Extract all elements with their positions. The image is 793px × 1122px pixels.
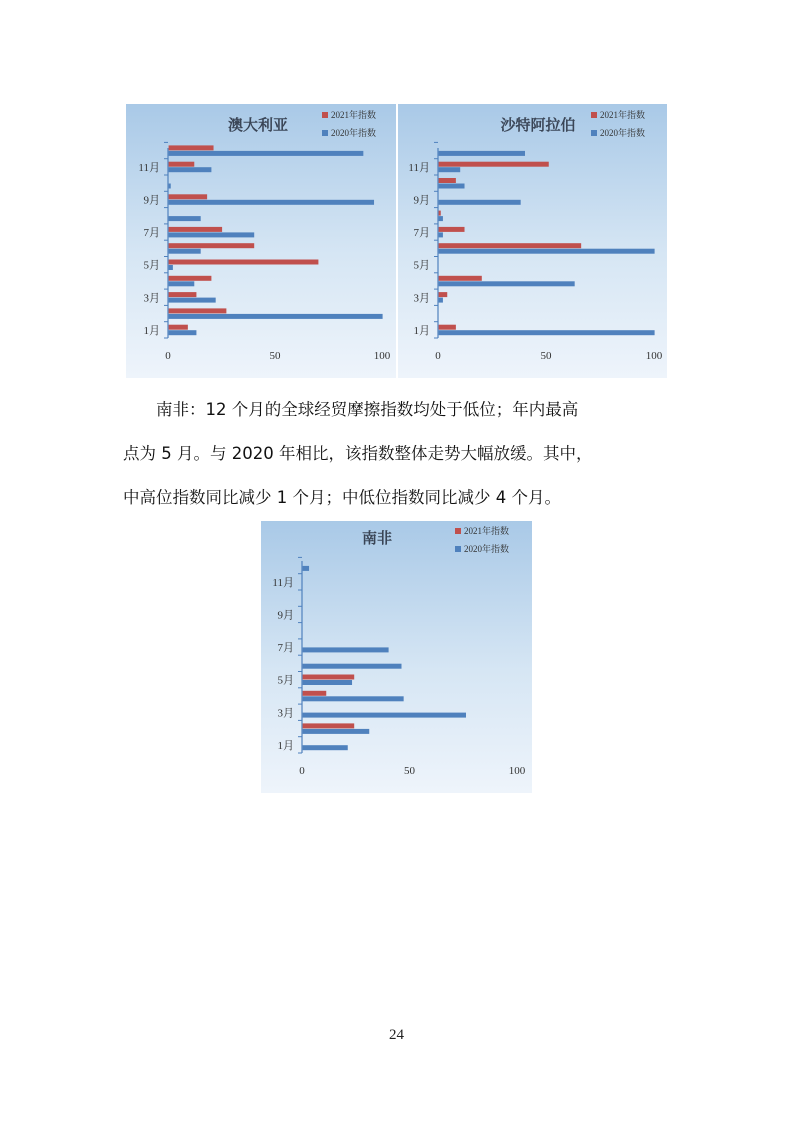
legend-swatch-1 — [591, 130, 597, 136]
x-tick-label: 50 — [269, 350, 281, 362]
bar-2021-month-9 — [169, 194, 208, 199]
bar-2020-month-3 — [439, 298, 443, 303]
paragraph-line-2: 点为 5 月。与 2020 年相比，该指数整体走势大幅放缓。其中， — [123, 444, 593, 463]
bar-2020-month-8 — [439, 216, 443, 221]
bar-2020-month-1 — [303, 745, 348, 750]
y-tick-label: 1月 — [143, 324, 160, 337]
chart-saudi-arabia-svg — [398, 104, 667, 378]
paragraph-line-3: 中高位指数同比减少 1 个月；中低位指数同比减少 4 个月。 — [123, 488, 561, 507]
y-tick-label: 5月 — [143, 259, 160, 272]
bar-2020-month-8 — [169, 216, 201, 221]
bar-2021-month-3 — [169, 292, 197, 297]
bar-2020-month-11 — [439, 167, 461, 172]
bar-2021-month-6 — [439, 243, 582, 248]
y-tick-label: 9月 — [413, 194, 430, 207]
bar-2020-month-7 — [303, 647, 389, 652]
y-tick-label: 5月 — [413, 259, 430, 272]
bar-2020-month-7 — [169, 232, 255, 237]
bar-2020-month-5 — [303, 680, 352, 685]
chart-south-africa-svg — [261, 521, 532, 793]
bar-2021-month-2 — [303, 723, 355, 728]
bar-2021-month-7 — [439, 227, 465, 232]
bar-2021-month-11 — [439, 162, 549, 167]
legend-swatch-0 — [455, 528, 461, 534]
bar-2021-month-10 — [439, 178, 456, 183]
y-tick-label: 1月 — [277, 739, 294, 752]
paragraph-line-1: 南非：12 个月的全球经贸摩擦指数均处于低位；年内最高 — [123, 400, 579, 419]
bar-2020-month-4 — [169, 281, 195, 286]
bar-2021-month-8 — [439, 211, 441, 216]
chart-title: 沙特阿拉伯 — [500, 116, 576, 134]
x-tick-label: 50 — [404, 765, 415, 777]
y-tick-label: 7月 — [413, 227, 430, 240]
chart-australia-svg — [126, 104, 396, 378]
bar-2020-month-1 — [439, 330, 655, 335]
bar-2021-month-5 — [169, 260, 319, 265]
legend-label-0: 2021年指数 — [331, 110, 377, 120]
y-tick-label: 5月 — [277, 674, 294, 687]
y-tick-label: 9月 — [277, 609, 294, 622]
bar-2021-month-12 — [169, 145, 214, 150]
legend-label-0: 2021年指数 — [600, 110, 646, 120]
y-tick-label: 3月 — [277, 707, 294, 720]
y-tick-label: 11月 — [272, 576, 294, 589]
x-tick-label: 50 — [540, 350, 552, 362]
legend-swatch-1 — [455, 546, 461, 552]
bar-2020-month-6 — [169, 249, 201, 254]
legend-label-1: 2020年指数 — [600, 128, 646, 138]
bar-2020-month-10 — [439, 184, 465, 189]
bar-2020-month-4 — [303, 696, 404, 701]
bar-2020-month-9 — [169, 200, 374, 205]
chart-title: 南非 — [361, 529, 393, 547]
y-tick-label: 1月 — [413, 324, 430, 337]
chart-south-africa — [261, 521, 532, 793]
bar-2020-month-1 — [169, 330, 197, 335]
bar-2021-month-7 — [169, 227, 223, 232]
y-tick-label: 3月 — [413, 292, 430, 305]
bar-2020-month-2 — [169, 314, 383, 319]
legend-label-0: 2021年指数 — [464, 526, 510, 536]
bar-2020-month-11 — [169, 167, 212, 172]
bar-2020-month-4 — [439, 281, 575, 286]
bar-2021-month-11 — [169, 162, 195, 167]
bar-2021-month-4 — [439, 276, 482, 281]
bar-2020-month-7 — [439, 232, 443, 237]
bar-2021-month-2 — [169, 308, 227, 313]
chart-australia — [126, 104, 396, 378]
y-tick-label: 9月 — [143, 194, 160, 207]
bar-2020-month-6 — [439, 249, 655, 254]
bar-2020-month-12 — [303, 566, 309, 571]
bar-2021-month-1 — [439, 325, 456, 330]
bar-2021-month-1 — [169, 325, 188, 330]
page-number: 24 — [389, 1027, 404, 1043]
x-tick-label: 0 — [435, 350, 441, 362]
bar-2020-month-9 — [439, 200, 521, 205]
x-tick-label: 100 — [508, 765, 526, 777]
bar-2020-month-10 — [169, 184, 171, 189]
bar-2021-month-6 — [169, 243, 255, 248]
chart-saudi-arabia — [398, 104, 667, 378]
bar-2021-month-5 — [303, 675, 355, 680]
legend-swatch-0 — [591, 112, 597, 118]
x-tick-label: 0 — [299, 765, 305, 777]
y-tick-label: 7月 — [143, 227, 160, 240]
x-tick-label: 100 — [373, 350, 391, 362]
bar-2020-month-12 — [169, 151, 364, 156]
y-tick-label: 11月 — [138, 161, 160, 174]
bar-2020-month-2 — [303, 729, 370, 734]
bar-2020-month-3 — [303, 713, 466, 718]
y-tick-label: 3月 — [143, 292, 160, 305]
bar-2021-month-3 — [439, 292, 448, 297]
chart-title: 澳大利亚 — [227, 116, 289, 134]
y-tick-label: 11月 — [408, 161, 430, 174]
legend-swatch-1 — [322, 130, 328, 136]
bar-2021-month-4 — [303, 691, 327, 696]
bar-2020-month-12 — [439, 151, 525, 156]
y-tick-label: 7月 — [277, 642, 294, 655]
legend-swatch-0 — [322, 112, 328, 118]
bar-2021-month-4 — [169, 276, 212, 281]
bar-2020-month-6 — [303, 664, 402, 669]
bar-2020-month-5 — [169, 265, 173, 270]
legend-label-1: 2020年指数 — [331, 128, 377, 138]
x-tick-label: 0 — [165, 350, 171, 362]
legend-label-1: 2020年指数 — [464, 544, 510, 554]
bar-2020-month-3 — [169, 298, 216, 303]
x-tick-label: 100 — [645, 350, 663, 362]
